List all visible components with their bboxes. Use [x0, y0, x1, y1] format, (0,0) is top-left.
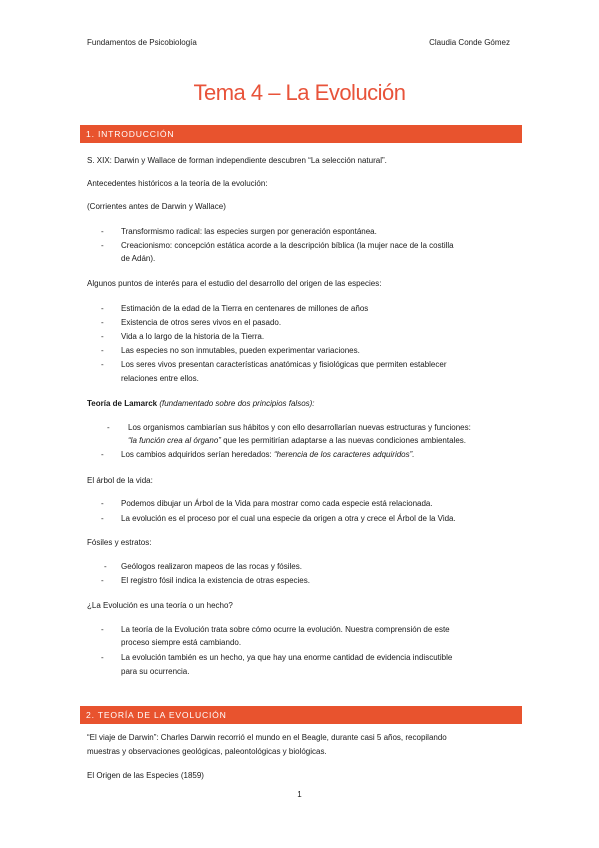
bullet-dash: -	[107, 423, 110, 432]
bullet-dash: -	[101, 227, 104, 236]
list-item-continuation: relaciones entre ellos.	[121, 374, 199, 383]
list-item-continuation: de Adán).	[121, 254, 156, 263]
list-item-continuation: proceso siempre está cambiando.	[121, 638, 242, 647]
bullet-dash: -	[101, 625, 104, 634]
pregunta-heading: ¿La Evolución es una teoría o un hecho?	[87, 601, 233, 610]
list-item-text: Existencia de otros seres vivos en el pasado.	[121, 318, 282, 327]
corrientes-note: (Corrientes antes de Darwin y Wallace)	[87, 202, 226, 211]
bullet-dash: -	[101, 576, 104, 585]
list-item-text: La evolución es el proceso por el cual una especie da origen a otra y crece el Árbol de la Vida.	[121, 514, 456, 523]
bullet-dash: -	[101, 332, 104, 341]
list-item-text: Los seres vivos presentan características anatómicas y fisiológicas que permiten establecer	[121, 360, 447, 369]
header-author: Claudia Conde Gómez	[429, 38, 510, 47]
section-heading-teoria: 2. TEORÍA DE LA EVOLUCIÓN	[80, 706, 522, 724]
fosiles-heading: Fósiles y estratos:	[87, 538, 152, 547]
section-heading-introduccion: 1. INTRODUCCIÓN	[80, 125, 522, 143]
viaje-paragraph-line2: muestras y observaciones geológicas, paleontológicas y biológicas.	[87, 747, 327, 756]
intro-paragraph: S. XIX: Darwin y Wallace de forman independiente descubren “La selección natural”.	[87, 156, 387, 165]
bullet-dash: -	[104, 562, 107, 571]
lamarck-heading	[87, 398, 315, 409]
lamarck-second-quote: “herencia de los caracteres adquiridos”.	[273, 450, 415, 459]
bullet-dash: -	[101, 318, 104, 327]
bullet-dash: -	[101, 304, 104, 313]
page-number: 1	[297, 790, 302, 799]
bullet-dash: -	[101, 346, 104, 355]
origen-heading: El Origen de las Especies (1859)	[87, 771, 204, 780]
list-item-text: La teoría de la Evolución trata sobre cómo ocurre la evolución. Nuestra comprensión de este	[121, 625, 450, 634]
bullet-dash: -	[101, 514, 104, 523]
bullet-dash: -	[101, 450, 104, 459]
list-item-text: Vida a lo largo de la historia de la Tierra.	[121, 332, 265, 341]
list-item-text: Los organismos cambiarían sus hábitos y con ello desarrollarían nuevas estructuras y funciones:	[128, 423, 471, 432]
list-item-text: Geólogos realizaron mapeos de las rocas y fósiles.	[121, 562, 302, 571]
lamarck-note: (fundamentado sobre dos principios falsos):	[157, 399, 315, 408]
list-item-text	[121, 449, 415, 460]
antecedentes-heading: Antecedentes históricos a la teoría de la evolución:	[87, 179, 268, 188]
viaje-paragraph-line1: “El viaje de Darwin”: Charles Darwin recorrió el mundo en el Beagle, durante casi 5 años, recopilando	[87, 733, 447, 742]
list-item-text: Estimación de la edad de la Tierra en centenares de millones de años	[121, 304, 369, 313]
bullet-dash: -	[101, 360, 104, 369]
lamarck-quote-rest: que les permitirían adaptarse a las nuevas condiciones ambientales.	[220, 436, 466, 445]
list-item-text: El registro fósil indica la existencia de otras especies.	[121, 576, 310, 585]
bullet-dash: -	[101, 653, 104, 662]
lamarck-quote: “la función crea al órgano”	[128, 436, 221, 445]
puntos-heading: Algunos puntos de interés para el estudio del desarrollo del origen de las especies:	[87, 279, 382, 288]
list-item-text: Podemos dibujar un Árbol de la Vida para mostrar como cada especie está relacionada.	[121, 499, 433, 508]
list-item-text: La evolución también es un hecho, ya que hay una enorme cantidad de evidencia indiscutible	[121, 653, 453, 662]
page-title: Tema 4 – La Evolución	[193, 80, 406, 105]
list-item-text: Las especies no son inmutables, pueden experimentar variaciones.	[121, 346, 360, 355]
lamarck-label: Teoría de Lamarck	[87, 399, 158, 408]
list-item-continuation: para su ocurrencia.	[121, 667, 190, 676]
list-item-text: Creacionismo: concepción estática acorde a la descripción bíblica (la mujer nace de la costilla	[121, 241, 454, 250]
arbol-heading: El árbol de la vida:	[87, 476, 153, 485]
list-item-text: Transformismo radical: las especies surgen por generación espontánea.	[121, 227, 377, 236]
header-course: Fundamentos de Psicobiología	[87, 38, 197, 47]
list-item-continuation	[128, 435, 466, 446]
bullet-dash: -	[101, 499, 104, 508]
lamarck-second-principle: Los cambios adquiridos serían heredados:	[121, 450, 274, 459]
bullet-dash: -	[101, 241, 104, 250]
